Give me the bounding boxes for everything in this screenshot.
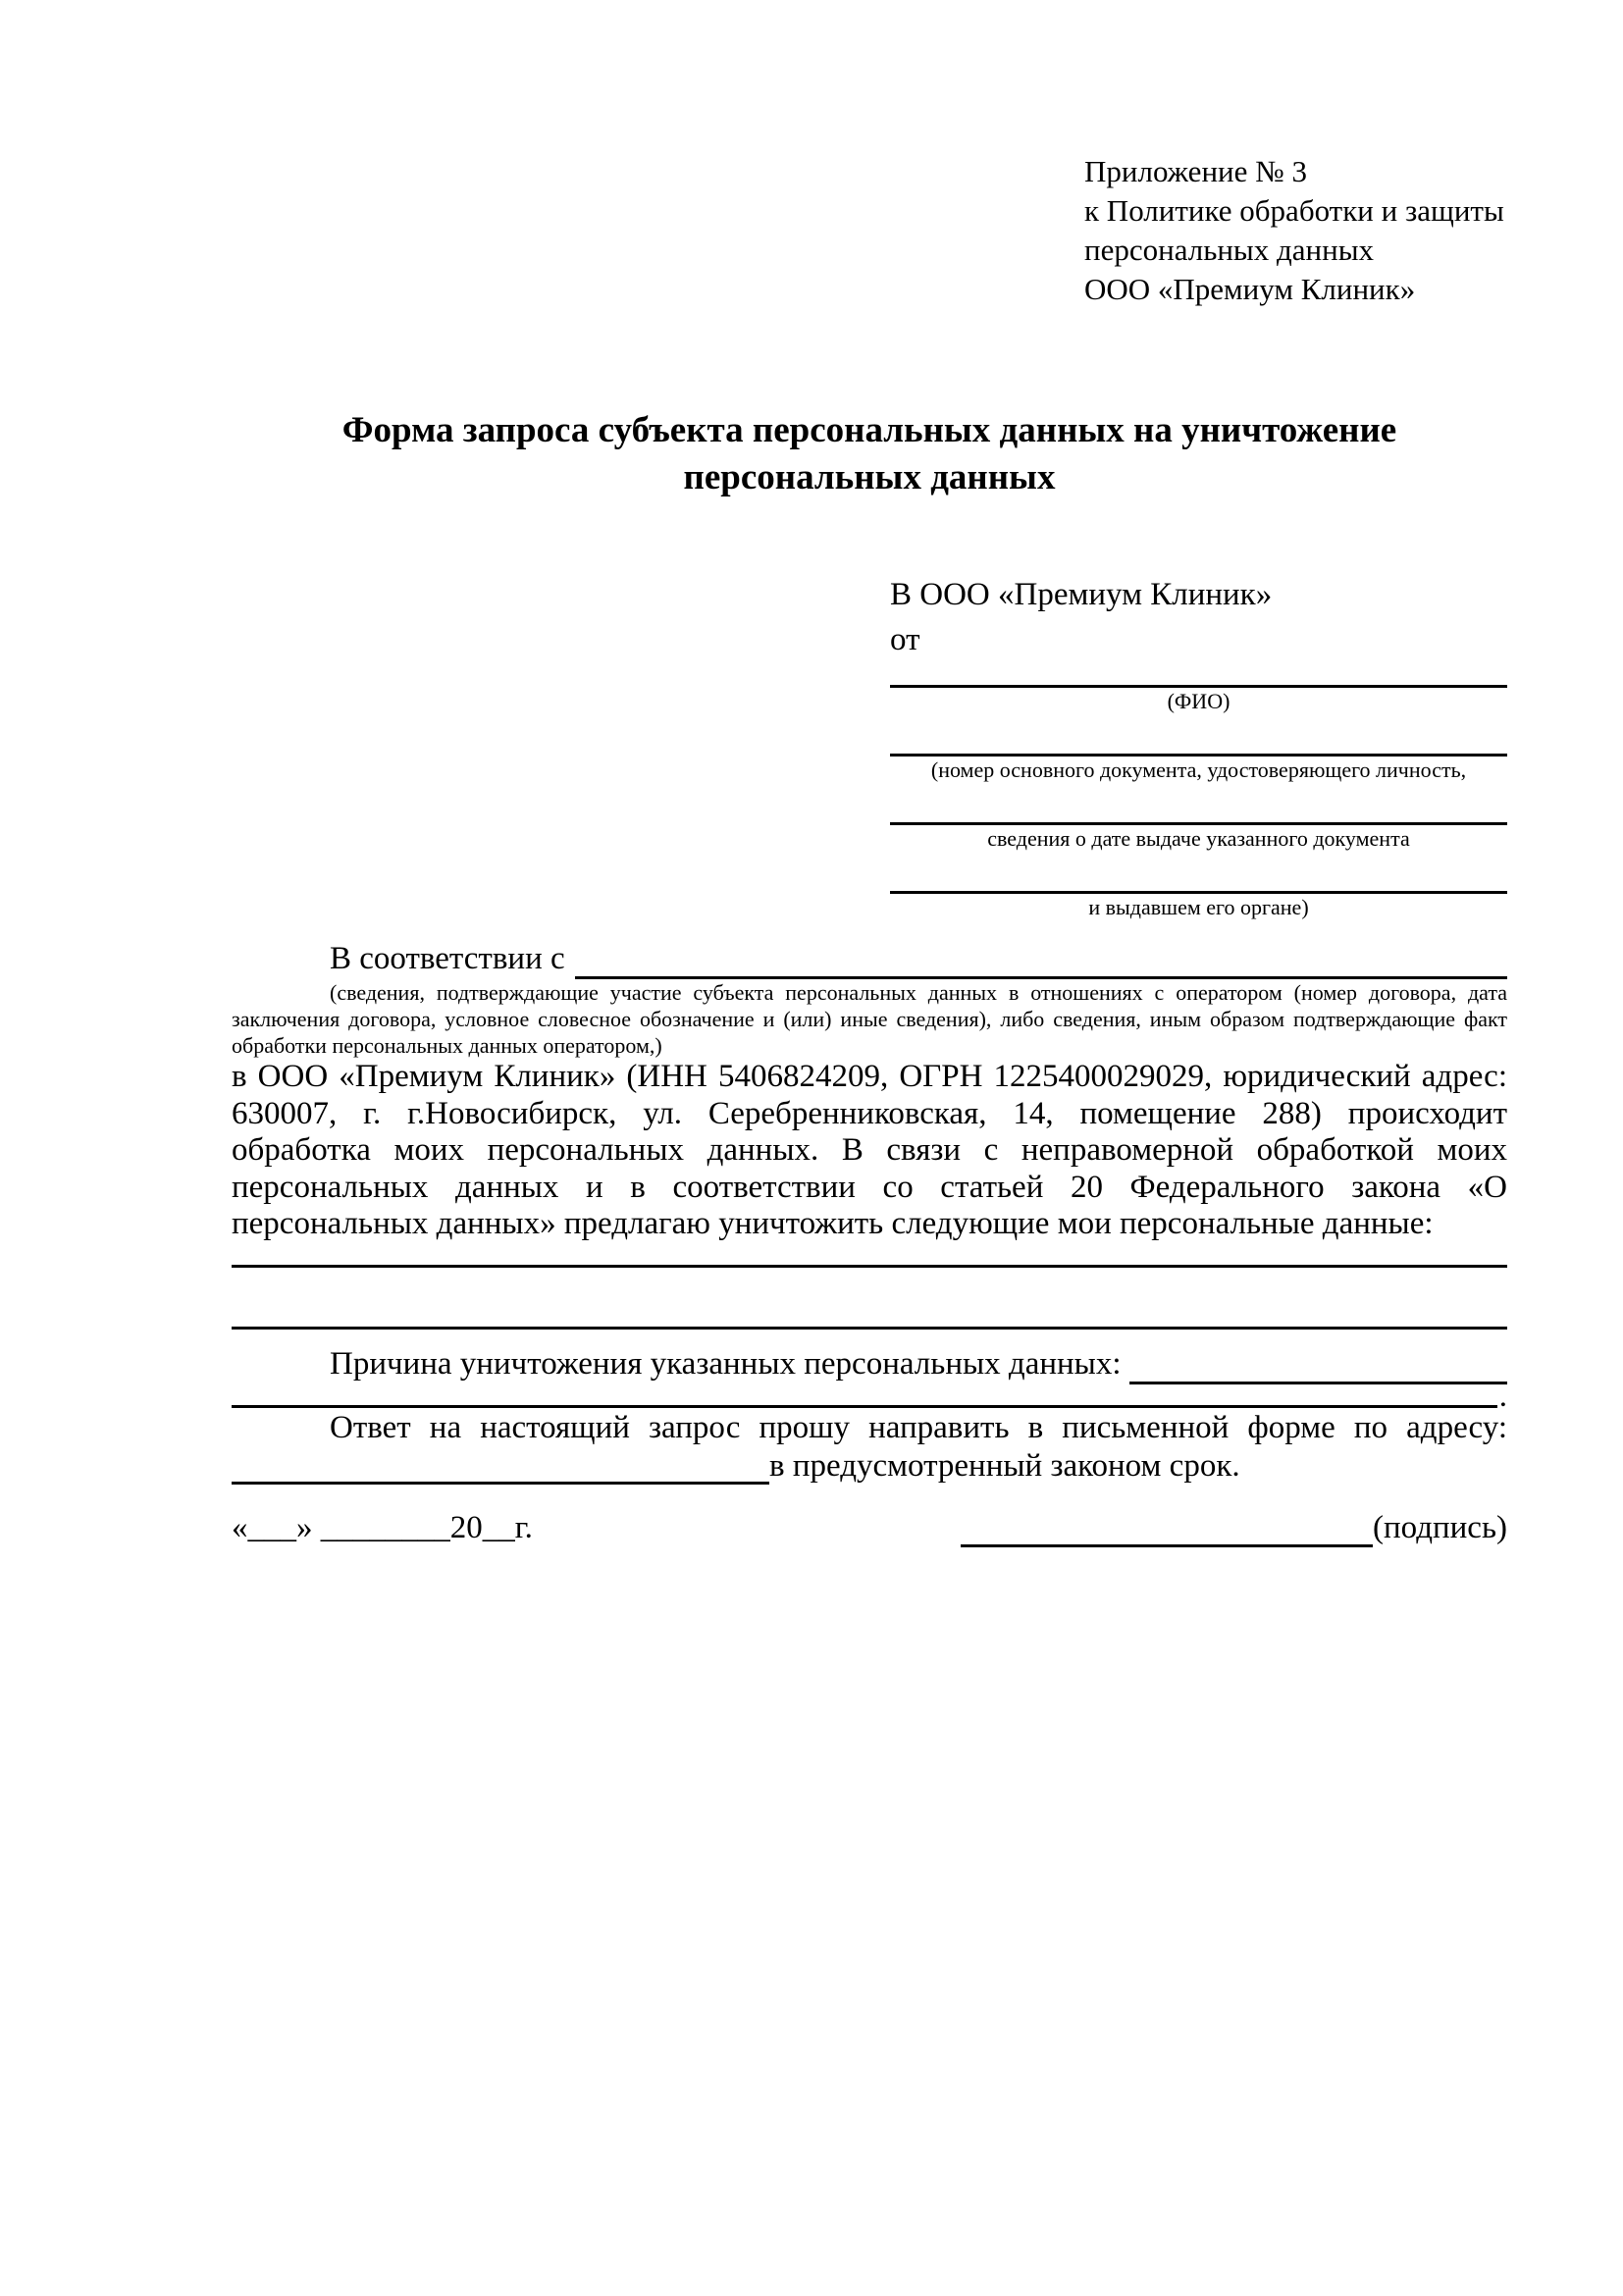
appendix-line-3: персональных данных — [1084, 233, 1375, 267]
response-request-text: Ответ на настоящий запрос прошу направить в письменной форме по адресу: — [330, 1409, 1507, 1445]
document-issuer-input-line[interactable] — [890, 852, 1507, 894]
personal-data-input-line-2[interactable] — [232, 1327, 1507, 1330]
page-title — [232, 407, 1507, 501]
appendix-line-4: ООО «Премиум Клиник» — [1084, 272, 1416, 306]
document-issuer-caption: и выдавшем его органе) — [1088, 895, 1309, 919]
signature-group — [961, 1508, 1507, 1547]
reason-continuation-row — [232, 1378, 1507, 1414]
accordance-note: (сведения, подтверждающие участие субъекта персональных данных в отношениях с оператором (номер договора, дата заключения договора, условное словесное обозначение и (или) иные сведения), либо сведения, иным образом подтверждающие факт обработки персональных данных оператором,) — [232, 980, 1507, 1058]
document-number-caption: (номер основного документа, удостоверяющего личность, — [930, 757, 1467, 782]
document-issue-date-input-line[interactable] — [890, 783, 1507, 825]
reason-input-line-2[interactable] — [232, 1388, 1497, 1408]
signature-input-line[interactable] — [961, 1518, 1373, 1547]
addressee-to: В ООО «Премиум Клиник» — [890, 577, 1273, 612]
accordance-row — [232, 938, 1507, 979]
document-number-field — [890, 714, 1507, 783]
response-address-input-line[interactable] — [232, 1455, 769, 1485]
personal-data-input-line-1[interactable] — [232, 1265, 1507, 1268]
response-tail-text: в предусмотренный законом срок. — [769, 1447, 1240, 1484]
signature-caption: (подпись) — [1373, 1509, 1507, 1545]
document-issue-date-field — [890, 783, 1507, 852]
document-issue-date-caption: сведения о дате выдаче указанного документа — [987, 826, 1410, 851]
fio-input-line[interactable] — [890, 662, 1507, 688]
main-paragraph: в ООО «Премиум Клиник» (ИНН 5406824209, ОГРН 1225400029029, юридический адрес: 630007, г. г.Новосибирск, ул. Серебренниковская, 14, помещение 288) происходит обработка моих персональных данных. В связи с неправомерной обработкой моих персональных данных и в соответствии со статьей 20 Федерального закона «О персональных данных» предлагаю уничтожить следующие мои персональные данные: — [232, 1059, 1507, 1241]
reason-row — [232, 1343, 1507, 1384]
addressee-from-label: от — [890, 622, 920, 657]
fio-caption: (ФИО) — [1167, 689, 1230, 713]
accordance-label: В соответствии с — [330, 941, 565, 976]
response-address-row — [232, 1447, 1507, 1485]
fio-field — [890, 662, 1507, 714]
reason-line-terminator: . — [1498, 1378, 1507, 1414]
page-title-line-2: персональных данных — [683, 457, 1056, 497]
footer-row — [232, 1508, 1507, 1547]
reason-label: Причина уничтожения указанных персональных данных: — [330, 1345, 1122, 1382]
appendix-line-2: к Политике обработки и защиты — [1084, 193, 1504, 228]
appendix-line-1: Приложение № 3 — [1084, 154, 1307, 188]
addressee-block — [890, 572, 1507, 920]
document-number-input-line[interactable] — [890, 714, 1507, 757]
date-placeholder[interactable]: «___» ________20__г. — [232, 1509, 533, 1545]
document-issuer-field — [890, 852, 1507, 920]
reason-input-line[interactable] — [1129, 1351, 1507, 1384]
accordance-input-line[interactable] — [575, 946, 1507, 979]
page-title-line-1: Форма запроса субъекта персональных данных на уничтожение — [341, 410, 1397, 450]
appendix-block — [1084, 152, 1507, 309]
